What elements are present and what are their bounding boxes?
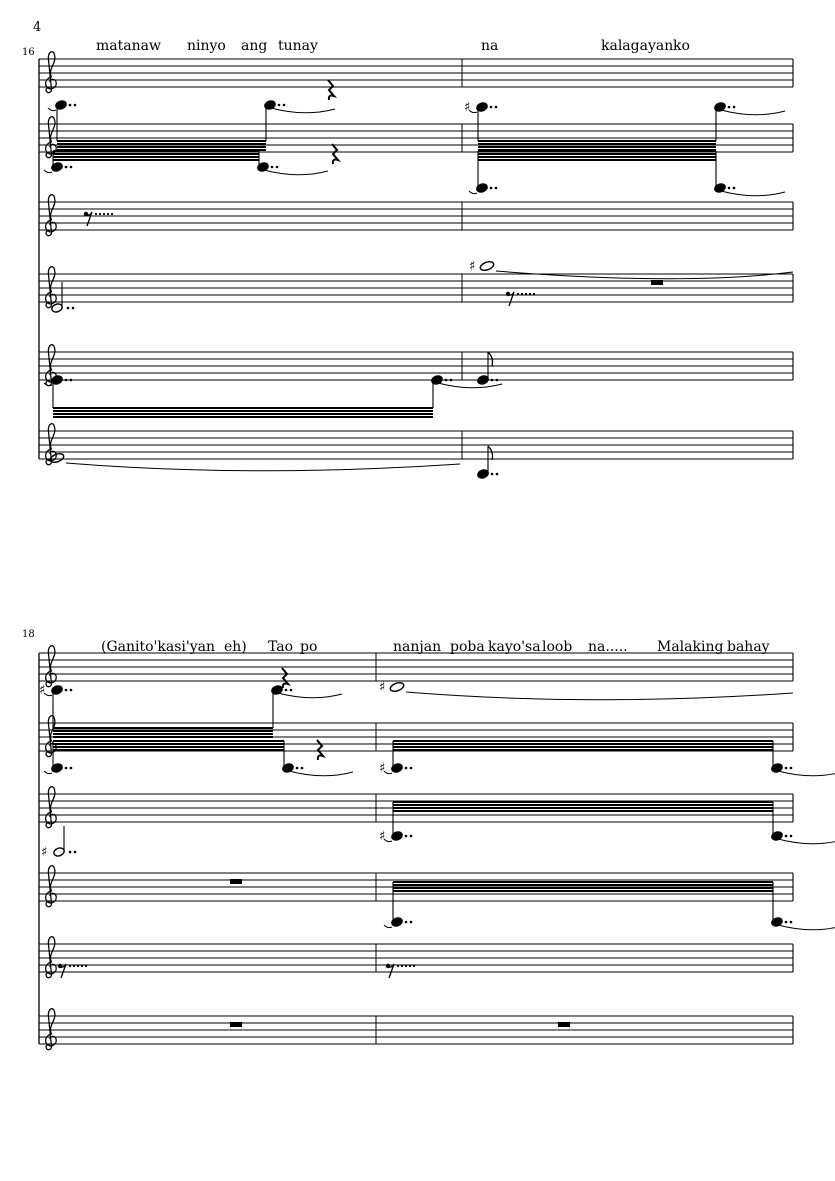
staff-4-content <box>230 879 242 884</box>
lyric-syllable: ang <box>241 38 268 54</box>
sharp-icon: ♯ <box>469 259 476 274</box>
staff-1 <box>39 52 793 93</box>
beam-group <box>384 741 835 776</box>
note <box>51 763 73 774</box>
beam-group <box>44 741 353 776</box>
beam-group <box>48 105 335 150</box>
sharp-icon: ♯ <box>41 845 48 860</box>
lyric-syllable: tunay <box>278 38 318 54</box>
whole-rest-icon <box>230 1022 242 1027</box>
whole-rest-icon <box>230 879 242 884</box>
staff-1-content <box>379 680 793 700</box>
staff-3-content <box>469 259 793 279</box>
lyric-syllable: poba <box>450 639 485 655</box>
staff-3 <box>39 195 793 236</box>
note <box>476 183 498 194</box>
lyric-syllable: matanaw <box>96 38 161 54</box>
lyric-syllable: eh) <box>224 639 247 655</box>
staff-3-content <box>41 826 76 860</box>
treble-clef-icon <box>46 52 57 93</box>
staff-2-content <box>44 740 353 776</box>
treble-clef-icon <box>46 866 57 907</box>
sharp-icon: ♯ <box>379 761 386 776</box>
staff-5-content <box>58 964 87 978</box>
whole-rest-icon <box>651 280 663 285</box>
lyric-syllable: loob <box>542 639 573 655</box>
lyric-syllable: po <box>300 639 318 655</box>
treble-clef-icon <box>46 937 57 978</box>
system-1 <box>22 38 793 465</box>
note <box>379 829 412 844</box>
page-number: 4 <box>33 20 42 35</box>
treble-clef-icon <box>46 787 57 828</box>
sharp-icon: ♯ <box>39 683 46 698</box>
quarter-rest-icon <box>328 80 334 100</box>
staff-2-content <box>44 144 338 175</box>
note <box>51 282 75 313</box>
lyric-syllable: na <box>481 38 499 54</box>
lyric-syllable: nanjan <box>393 639 442 655</box>
treble-clef-icon <box>46 1009 57 1050</box>
eighth-rest-icon <box>84 212 113 226</box>
note <box>469 259 495 274</box>
note <box>41 826 76 860</box>
quarter-rest-icon <box>282 668 288 688</box>
staff-5-content <box>44 375 502 417</box>
beam-group <box>384 882 835 930</box>
note <box>391 917 413 928</box>
lyric-syllable: Tao <box>268 639 294 655</box>
sharp-icon: ♯ <box>379 680 386 695</box>
staff-1-content <box>39 668 342 737</box>
staff-6 <box>39 1009 793 1050</box>
measure-number: 18 <box>22 629 35 640</box>
staff-4 <box>39 267 793 308</box>
note <box>39 683 72 698</box>
whole-rest-icon <box>558 1022 570 1027</box>
treble-clef-icon <box>46 646 57 687</box>
staff-6-content <box>558 1022 570 1027</box>
beam-group <box>384 802 835 844</box>
staff-4-content <box>384 882 835 930</box>
staff-2-content <box>469 151 785 196</box>
quarter-rest-icon <box>332 144 338 164</box>
lyric-syllable: ko <box>673 38 690 54</box>
beam-group <box>44 151 328 175</box>
lyric-syllable: Malaking <box>657 639 724 655</box>
note <box>49 452 65 464</box>
beam-group <box>469 107 785 150</box>
eighth-rest-icon <box>58 964 87 978</box>
note <box>464 100 497 115</box>
staff-6-content <box>230 1022 242 1027</box>
staff-5 <box>39 345 793 386</box>
staff-5-content <box>386 964 415 978</box>
staff-3-content <box>379 802 835 844</box>
staff-6 <box>39 424 793 465</box>
staff-1-content <box>464 100 785 150</box>
lyric-syllable: kayo'sa <box>488 639 541 655</box>
lyric-syllable: (Ganito'kasi'yan <box>101 639 216 655</box>
treble-clef-icon <box>46 195 57 236</box>
quarter-rest-icon <box>317 740 323 760</box>
lyric-syllable: na..... <box>588 639 628 655</box>
treble-clef-icon <box>46 267 57 308</box>
systems-layer <box>22 38 835 1050</box>
beam-group <box>469 151 785 196</box>
staff-5 <box>39 937 793 978</box>
sharp-icon: ♯ <box>379 829 386 844</box>
note <box>55 100 77 111</box>
eighth-rest-icon <box>506 292 535 306</box>
note <box>51 162 73 173</box>
lyric-syllable: bahay <box>727 639 770 655</box>
sharp-icon: ♯ <box>464 100 471 115</box>
staff-3-content <box>84 212 113 226</box>
staff-4-content <box>651 280 663 285</box>
lyric-syllable: ninyo <box>187 38 226 54</box>
staff-2-content <box>379 741 835 776</box>
staff-1-content <box>48 80 335 150</box>
note <box>379 680 405 695</box>
staff-6-content <box>477 446 499 479</box>
beam-group <box>44 380 502 417</box>
measure-number: 16 <box>22 47 35 58</box>
staff-6-content <box>49 452 460 471</box>
lyric-syllable: kalagayan <box>601 38 674 54</box>
eighth-rest-icon <box>386 964 415 978</box>
staff-4 <box>39 866 793 907</box>
note <box>379 761 412 776</box>
